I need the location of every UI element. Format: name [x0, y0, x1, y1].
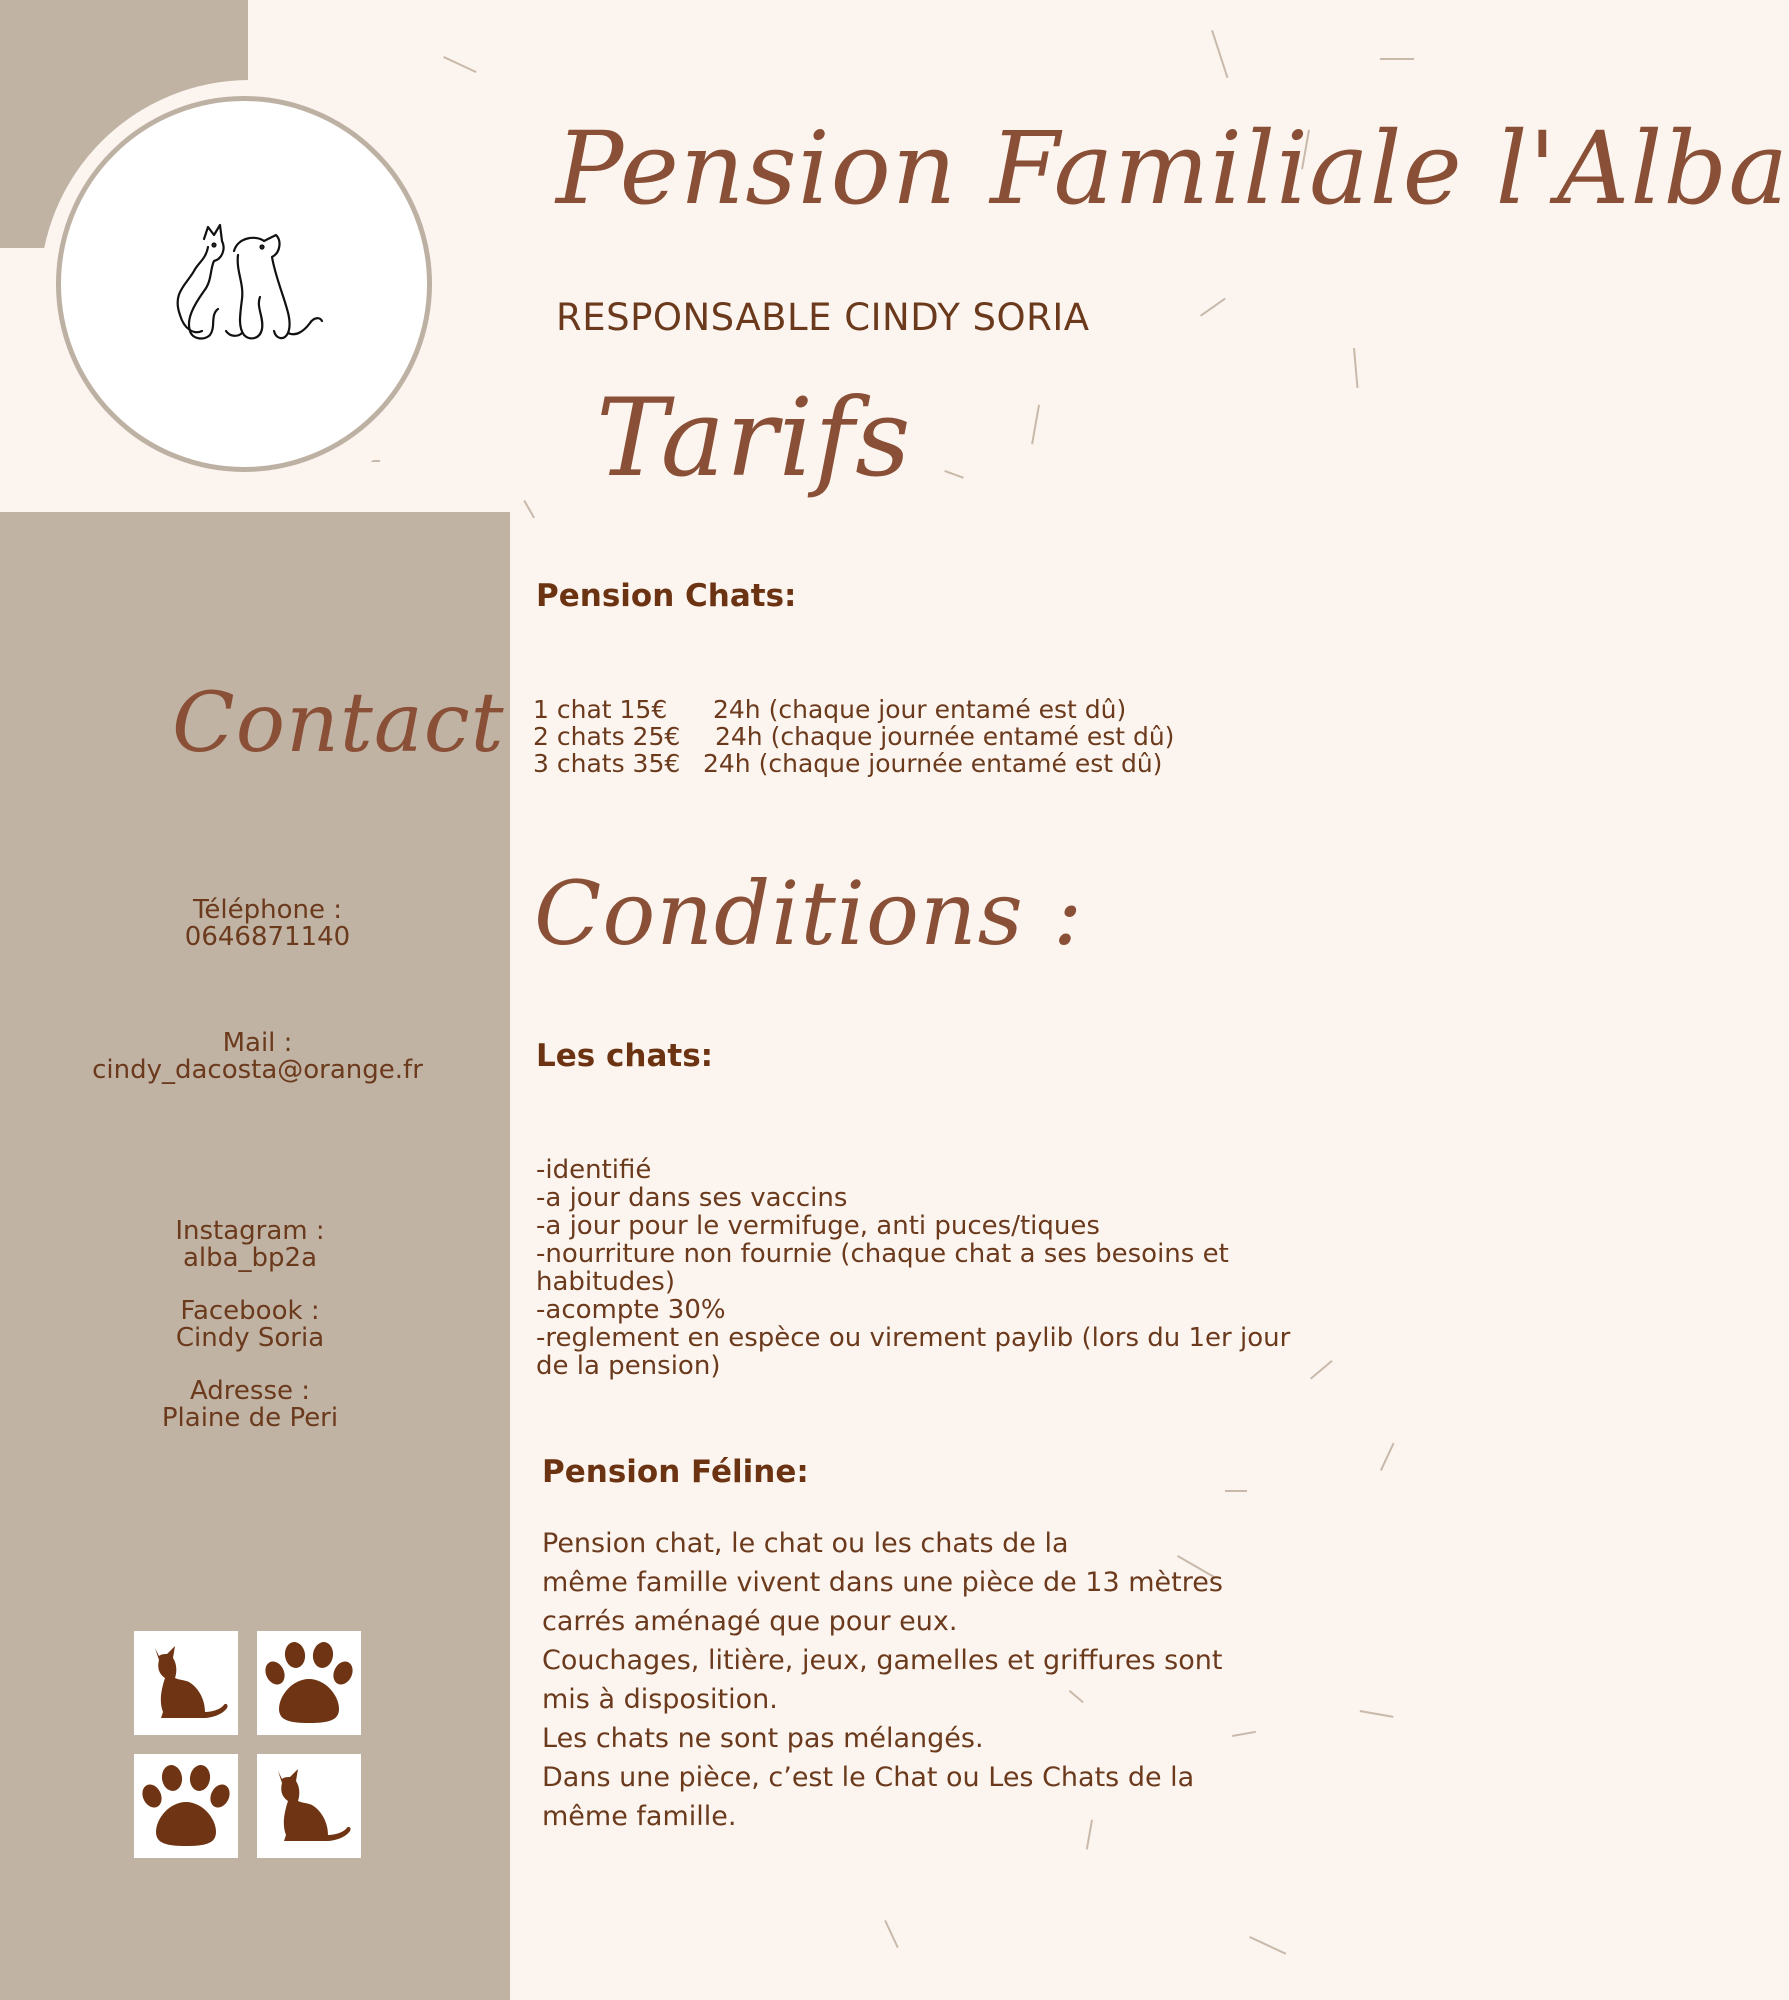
list-item: -a jour pour le vermifuge, anti puces/tiques — [536, 1211, 1100, 1241]
list-item: -acompte 30% — [536, 1295, 726, 1325]
rate-row: 1 chat 15€ 24h (chaque jour entamé est dû) — [533, 695, 1127, 724]
mail-address[interactable]: cindy_dacosta@orange.fr — [92, 1055, 423, 1085]
paw-print-icon — [140, 1762, 232, 1850]
rate-row: 3 chats 35€ 24h (chaque journée entamé est dû) — [533, 749, 1163, 778]
tarifs-title: Tarifs — [596, 376, 912, 501]
conditions-list — [536, 1156, 1321, 1380]
facebook-block — [50, 1298, 450, 1352]
facebook-label: Facebook : — [180, 1296, 320, 1326]
tile-paw-2 — [134, 1754, 238, 1858]
rate-row: 2 chats 25€ 24h (chaque journée entamé est dû) — [533, 722, 1175, 751]
conditions-heading: Les chats: — [536, 1038, 714, 1074]
list-item: -identifié — [536, 1155, 652, 1185]
text-line: carrés aménagé que pour eux. — [542, 1606, 958, 1637]
cat-silhouette-icon — [141, 1638, 231, 1728]
contact-title: Contact — [172, 676, 505, 771]
instagram-block — [50, 1218, 450, 1272]
text-line: mis à disposition. — [542, 1684, 778, 1715]
phone-number[interactable]: 0646871140 — [184, 922, 351, 952]
phone-label: Téléphone : — [192, 895, 343, 925]
instagram-label: Instagram : — [175, 1216, 325, 1246]
page-title: Pension Familiale l'Alba — [556, 110, 1789, 227]
address-block — [50, 1378, 450, 1432]
address-label: Adresse : — [189, 1376, 311, 1406]
address-value: Plaine de Peri — [161, 1403, 339, 1433]
conditions-title: Conditions : — [534, 862, 1084, 965]
text-line: Couchages, litière, jeux, gamelles et griffures sont — [542, 1645, 1223, 1676]
text-line: Dans une pièce, c’est le Chat ou Les Chats de la — [542, 1762, 1195, 1793]
tile-cat-1 — [134, 1631, 238, 1735]
tarifs-heading: Pension Chats: — [536, 578, 797, 614]
feline-text — [542, 1524, 1223, 1836]
text-line: même famille. — [542, 1801, 737, 1832]
list-item: -a jour dans ses vaccins — [536, 1183, 848, 1213]
facebook-name[interactable]: Cindy Soria — [175, 1323, 325, 1353]
mail-block — [40, 1030, 475, 1084]
text-line: Les chats ne sont pas mélangés. — [542, 1723, 984, 1754]
cat-dog-line-icon — [164, 219, 324, 349]
paw-print-icon — [263, 1639, 355, 1727]
tile-cat-2 — [257, 1754, 361, 1858]
logo-circle — [56, 96, 432, 472]
page-subtitle: RESPONSABLE CINDY SORIA — [556, 296, 1090, 339]
text-line: même famille vivent dans une pièce de 13 mètres — [542, 1567, 1223, 1598]
list-item: -reglement en espèce ou virement paylib (lors du 1er jour de la pension) — [536, 1323, 1291, 1381]
instagram-handle[interactable]: alba_bp2a — [182, 1243, 318, 1273]
text-line: Pension chat, le chat ou les chats de la — [542, 1528, 1069, 1559]
phone-block — [80, 897, 455, 951]
rates-list — [533, 696, 1174, 777]
feline-heading: Pension Féline: — [542, 1454, 809, 1490]
tile-paw-1 — [257, 1631, 361, 1735]
mail-label: Mail : — [222, 1028, 293, 1058]
cat-silhouette-icon — [264, 1761, 354, 1851]
list-item: -nourriture non fournie (chaque chat a ses besoins et habitudes) — [536, 1239, 1229, 1297]
